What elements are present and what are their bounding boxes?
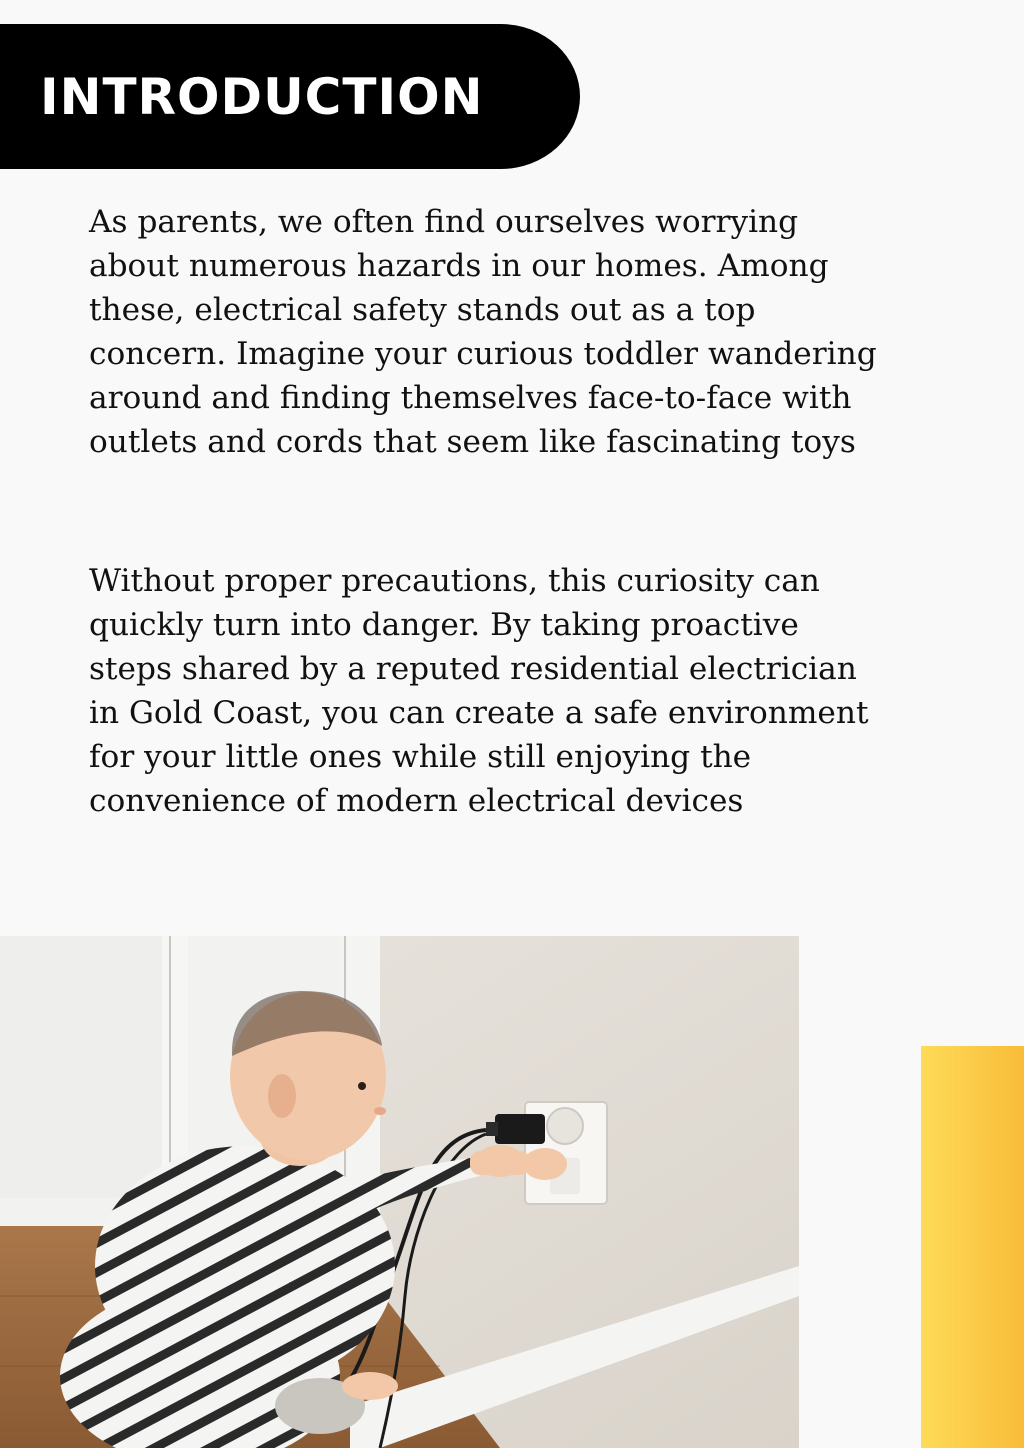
accent-bar <box>921 1046 1024 1448</box>
intro-paragraph-2: Without proper precautions, this curiosity can quickly turn into danger. By taking proactive steps shared by a reputed residential electrician in Gold Coast, you can create a safe environment for your little ones while still enjoying the convenience of modern electrical devices <box>89 563 869 819</box>
section-heading: INTRODUCTION <box>40 67 484 126</box>
section-heading-banner <box>0 24 580 169</box>
baby-outlet-photo <box>0 936 799 1448</box>
intro-paragraph-1: As parents, we often find ourselves worrying about numerous hazards in our homes. Among these, electrical safety stands out as a top concern. Imagine your curious toddler wandering around and finding themselves face-to-face with outlets and cords that seem like fascinating toys <box>89 204 877 460</box>
